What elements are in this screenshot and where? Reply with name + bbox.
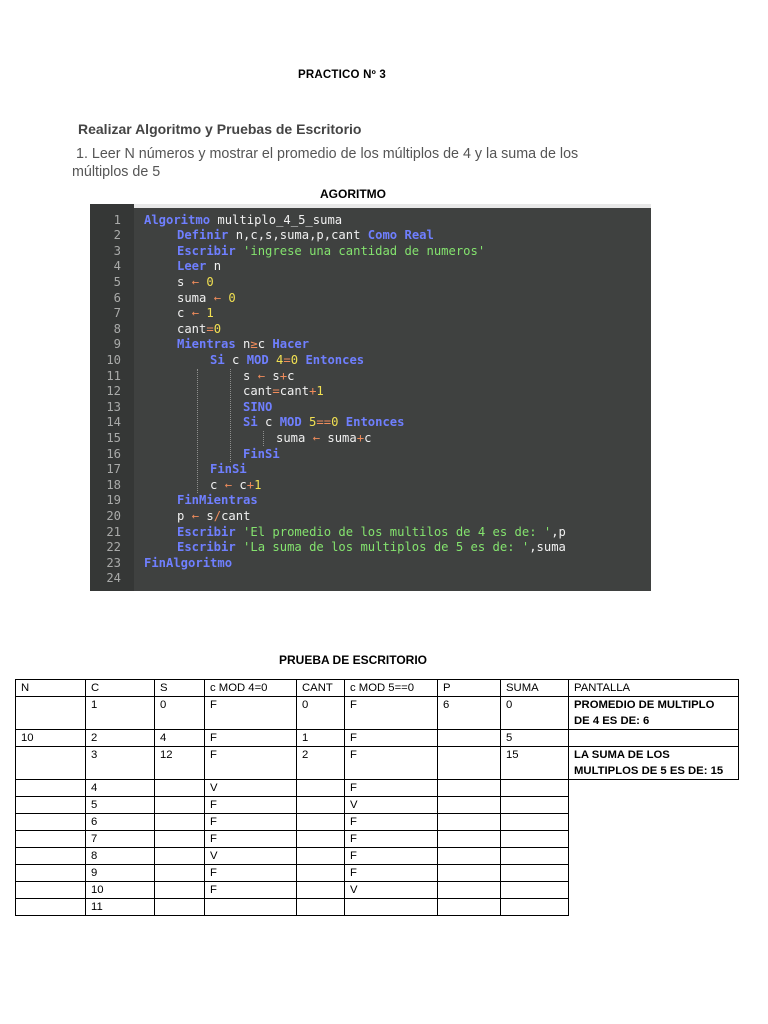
- table-row: [16, 747, 739, 780]
- table-cell: V: [345, 797, 438, 814]
- desk-test-table: [15, 679, 739, 916]
- code-token: c: [257, 337, 273, 352]
- code-text: [177, 259, 221, 275]
- line-number: 10: [106, 352, 121, 367]
- table-cell: 1: [86, 697, 155, 730]
- table-cell: F: [205, 697, 297, 730]
- table-cell: [297, 848, 345, 865]
- table-cell: 2: [86, 730, 155, 747]
- code-token: 0: [213, 321, 222, 336]
- table-cell: [16, 899, 86, 916]
- code-line: [90, 447, 651, 463]
- code-text: [177, 337, 309, 353]
- code-token: c: [257, 415, 280, 430]
- table-cell: [569, 730, 739, 747]
- code-text: [177, 525, 566, 541]
- code-token: ==: [316, 415, 332, 430]
- code-text: [243, 384, 324, 400]
- table-cell: [297, 780, 345, 797]
- table-cell: [438, 865, 501, 882]
- code-editor-screenshot: [90, 204, 651, 591]
- code-line: [90, 369, 651, 385]
- table-cell: 12: [155, 747, 205, 780]
- code-token: cant: [221, 508, 251, 523]
- empty-cell: [569, 831, 739, 848]
- code-token: 4: [268, 352, 284, 367]
- table-cell: [438, 730, 501, 747]
- indent-guide: [197, 369, 198, 494]
- code-line: [90, 415, 651, 431]
- code-text: [243, 369, 294, 385]
- code-token: 'La suma de los multiplos de 5 es de: ': [235, 540, 530, 555]
- table-cell: F: [345, 831, 438, 848]
- code-text: [177, 322, 221, 338]
- code-token: Definir: [177, 228, 229, 243]
- table-cell: [438, 882, 501, 899]
- table-cell: [16, 697, 86, 730]
- table-cell: F: [345, 814, 438, 831]
- table-cell: 2: [297, 747, 345, 780]
- code-token: Si: [243, 415, 258, 430]
- code-token: ,suma: [529, 540, 566, 555]
- code-text: [177, 493, 258, 509]
- code-text: [210, 478, 261, 494]
- empty-cell: [569, 899, 739, 916]
- code-token: multiplo_4_5_suma: [210, 212, 343, 227]
- page-title: PRACTICO Nº 3: [298, 69, 386, 81]
- algorithm-heading: AGORITMO: [320, 187, 386, 201]
- empty-cell: [569, 882, 739, 899]
- indent-guide: [263, 431, 264, 447]
- code-text: [144, 556, 232, 572]
- table-cell: [297, 882, 345, 899]
- table-cell: [438, 899, 501, 916]
- table-cell: [501, 814, 569, 831]
- line-number: 13: [106, 399, 121, 414]
- table-cell: V: [205, 848, 297, 865]
- header-cell: c MOD 4=0: [205, 680, 297, 697]
- table-cell: F: [205, 747, 297, 780]
- line-number: 24: [106, 571, 121, 586]
- code-token: suma: [177, 290, 214, 305]
- table-cell: 6: [86, 814, 155, 831]
- code-text: [243, 415, 404, 431]
- table-cell: F: [345, 747, 438, 780]
- header-cell: CANT: [297, 680, 345, 697]
- table-cell: [297, 865, 345, 882]
- code-token: ←: [312, 430, 321, 445]
- code-token: cant: [243, 384, 273, 399]
- code-line: [90, 400, 651, 416]
- statement-line-2: múltiplos de 5: [72, 164, 161, 180]
- table-cell: [155, 814, 205, 831]
- table-cell: F: [345, 697, 438, 730]
- line-number: 1: [113, 212, 121, 227]
- code-token: 0: [199, 274, 214, 289]
- table-cell: [501, 848, 569, 865]
- code-token: 1: [316, 384, 324, 399]
- code-token: s: [243, 368, 258, 383]
- code-token: c: [232, 477, 247, 492]
- code-token: cant: [177, 321, 207, 336]
- table-cell: 11: [86, 899, 155, 916]
- code-line: [90, 556, 651, 572]
- code-line: [90, 478, 651, 494]
- table-cell: [501, 899, 569, 916]
- code-line: [90, 213, 651, 229]
- line-number: 14: [106, 415, 121, 430]
- code-text: [177, 291, 236, 307]
- statement-line-1: 1. Leer N números y mostrar el promedio de los múltiplos de 4 y la suma de los: [76, 146, 579, 162]
- code-token: FinMientras: [177, 493, 258, 508]
- table-cell: 5: [86, 797, 155, 814]
- table-cell: [205, 899, 297, 916]
- code-token: ←: [191, 306, 200, 321]
- code-token: n: [235, 337, 251, 352]
- table-cell: [438, 780, 501, 797]
- table-row: [16, 780, 739, 797]
- line-number: 17: [106, 462, 121, 477]
- table-cell: [297, 899, 345, 916]
- table-cell: [16, 780, 86, 797]
- code-token: ←: [191, 274, 200, 289]
- code-text: [276, 431, 371, 447]
- table-cell: [16, 831, 86, 848]
- header-cell: S: [155, 680, 205, 697]
- line-number: 3: [113, 243, 121, 258]
- table-cell: [155, 831, 205, 848]
- table-cell: 10: [86, 882, 155, 899]
- table-cell: [438, 814, 501, 831]
- table-cell: [438, 831, 501, 848]
- table-cell: F: [205, 730, 297, 747]
- code-text: [210, 353, 364, 369]
- table-cell: [501, 780, 569, 797]
- table-cell: 4: [86, 780, 155, 797]
- code-token: Hacer: [272, 337, 310, 352]
- header-cell: P: [438, 680, 501, 697]
- table-cell: F: [345, 780, 438, 797]
- subtitle: Realizar Algoritmo y Pruebas de Escritorio: [78, 121, 362, 137]
- code-token: p: [177, 508, 192, 523]
- table-cell: 5: [501, 730, 569, 747]
- code-token: Escribir: [177, 524, 236, 539]
- code-token: Entonces: [305, 352, 365, 367]
- table-cell: [438, 848, 501, 865]
- code-line: [90, 306, 651, 322]
- table-row: [16, 865, 739, 882]
- code-line: [90, 322, 651, 338]
- table-cell: 1: [297, 730, 345, 747]
- table-cell: [438, 797, 501, 814]
- code-token: c: [177, 306, 192, 321]
- code-token: 'El promedio de los multilos de 4 es de: ': [235, 524, 552, 539]
- code-token: FinAlgoritmo: [144, 555, 233, 570]
- code-line: [90, 431, 651, 447]
- line-number: 8: [113, 321, 121, 336]
- table-cell: V: [205, 780, 297, 797]
- empty-cell: [569, 814, 739, 831]
- code-token: 0: [290, 352, 306, 367]
- table-cell: 0: [297, 697, 345, 730]
- table-cell: F: [205, 882, 297, 899]
- editor-top-bar: [90, 204, 651, 208]
- table-cell: LA SUMA DE LOS MULTIPLOS DE 5 ES DE: 15: [569, 747, 739, 780]
- line-number: 18: [106, 477, 121, 492]
- code-token: =: [206, 321, 214, 336]
- code-token: c: [287, 368, 295, 383]
- table-cell: F: [345, 730, 438, 747]
- code-token: c: [224, 352, 247, 367]
- indent-guide: [230, 369, 231, 463]
- line-number: 5: [113, 274, 121, 289]
- line-number: 16: [106, 446, 121, 461]
- code-token: Leer: [177, 259, 207, 274]
- code-token: n: [206, 259, 222, 274]
- code-token: FinSi: [210, 462, 247, 477]
- line-number: 15: [106, 430, 121, 445]
- code-token: s: [199, 508, 214, 523]
- code-text: [210, 462, 247, 478]
- code-token: n,c,s,suma,p,cant: [228, 228, 368, 243]
- code-token: MOD: [246, 352, 269, 367]
- line-number: 21: [106, 524, 121, 539]
- table-cell: [155, 899, 205, 916]
- table-cell: [297, 814, 345, 831]
- table-cell: 7: [86, 831, 155, 848]
- table-row: [16, 797, 739, 814]
- table-row: [16, 882, 739, 899]
- code-line: [90, 353, 651, 369]
- table-cell: F: [205, 865, 297, 882]
- code-token: ←: [213, 290, 222, 305]
- table-row: [16, 730, 739, 747]
- code-line: [90, 275, 651, 291]
- code-text: [177, 228, 434, 244]
- code-token: c: [210, 477, 225, 492]
- table-cell: [155, 848, 205, 865]
- empty-cell: [569, 797, 739, 814]
- table-cell: F: [205, 814, 297, 831]
- code-token: suma: [276, 430, 313, 445]
- table-cell: 4: [155, 730, 205, 747]
- code-token: /: [213, 508, 222, 523]
- code-text: [177, 306, 214, 322]
- header-cell: N: [16, 680, 86, 697]
- table-cell: [501, 797, 569, 814]
- code-token: MOD: [279, 415, 302, 430]
- header-cell: SUMA: [501, 680, 569, 697]
- code-text: [144, 213, 342, 229]
- table-row: [16, 697, 739, 730]
- table-cell: [438, 747, 501, 780]
- code-line: [90, 509, 651, 525]
- code-token: Escribir: [177, 243, 236, 258]
- code-text: [243, 400, 272, 416]
- code-token: 0: [331, 415, 346, 430]
- table-cell: [16, 747, 86, 780]
- code-token: 1: [199, 306, 214, 321]
- code-line: [90, 291, 651, 307]
- code-text: [177, 244, 485, 260]
- code-token: =: [283, 352, 291, 367]
- table-cell: 9: [86, 865, 155, 882]
- code-line: [90, 540, 651, 556]
- code-token: ≥: [250, 337, 258, 352]
- table-cell: 0: [501, 697, 569, 730]
- code-token: +: [356, 430, 365, 445]
- table-cell: [155, 780, 205, 797]
- line-number: 9: [113, 337, 121, 352]
- table-cell: F: [345, 865, 438, 882]
- table-header-row: [16, 680, 739, 697]
- code-line: [90, 244, 651, 260]
- table-cell: 3: [86, 747, 155, 780]
- table-row: [16, 814, 739, 831]
- code-token: s: [265, 368, 280, 383]
- code-line: [90, 493, 651, 509]
- table-cell: [501, 865, 569, 882]
- code-token: cant: [279, 384, 310, 399]
- code-line: [90, 525, 651, 541]
- code-token: =: [272, 384, 280, 399]
- code-line: [90, 259, 651, 275]
- empty-cell: [569, 848, 739, 865]
- table-cell: [297, 831, 345, 848]
- line-number: 12: [106, 384, 121, 399]
- desk-test-heading: PRUEBA DE ESCRITORIO: [279, 653, 428, 667]
- table-cell: [16, 882, 86, 899]
- table-cell: 15: [501, 747, 569, 780]
- table-row: [16, 831, 739, 848]
- table-cell: [155, 882, 205, 899]
- code-token: +: [279, 368, 288, 383]
- table-cell: [16, 814, 86, 831]
- line-number: 7: [113, 306, 121, 321]
- header-cell: C: [86, 680, 155, 697]
- table-cell: 0: [155, 697, 205, 730]
- table-cell: 6: [438, 697, 501, 730]
- header-cell: PANTALLA: [569, 680, 739, 697]
- code-token: Entonces: [345, 415, 405, 430]
- table-cell: V: [345, 882, 438, 899]
- line-number: 6: [113, 290, 121, 305]
- code-token: ←: [191, 508, 200, 523]
- code-text: [177, 275, 214, 291]
- code-line: [90, 384, 651, 400]
- code-token: FinSi: [243, 446, 280, 461]
- code-token: SINO: [243, 399, 273, 414]
- line-number: 2: [113, 228, 121, 243]
- code-line: [90, 337, 651, 353]
- code-text: [243, 447, 280, 463]
- code-token: 'ingrese una cantidad de numeros': [235, 243, 486, 258]
- table-cell: [345, 899, 438, 916]
- code-token: ←: [224, 477, 233, 492]
- table-cell: [297, 797, 345, 814]
- table-cell: 10: [16, 730, 86, 747]
- code-token: s: [177, 274, 192, 289]
- code-line: [90, 462, 651, 478]
- table-cell: 8: [86, 848, 155, 865]
- code-token: 0: [221, 290, 236, 305]
- table-cell: [155, 797, 205, 814]
- code-token: c: [364, 430, 372, 445]
- problem-statement: [72, 145, 672, 181]
- table-cell: [16, 797, 86, 814]
- line-number: 19: [106, 493, 121, 508]
- table-cell: F: [205, 831, 297, 848]
- table-row: [16, 848, 739, 865]
- code-token: Mientras: [177, 337, 236, 352]
- table-cell: PROMEDIO DE MULTIPLO DE 4 ES DE: 6: [569, 697, 739, 730]
- code-token: Como Real: [367, 228, 434, 243]
- line-number: 23: [106, 555, 121, 570]
- empty-cell: [569, 780, 739, 797]
- code-token: ←: [257, 368, 266, 383]
- code-text: [177, 509, 250, 525]
- code-token: +: [246, 477, 255, 492]
- table-cell: [501, 882, 569, 899]
- table-cell: F: [205, 797, 297, 814]
- code-line: [90, 571, 651, 587]
- line-number: 11: [106, 368, 121, 383]
- code-token: +: [309, 384, 317, 399]
- code-token: 5: [301, 415, 317, 430]
- code-line: [90, 228, 651, 244]
- line-number: 22: [106, 540, 121, 555]
- table-cell: [16, 865, 86, 882]
- code-token: Algoritmo: [144, 212, 211, 227]
- code-token: 1: [254, 477, 262, 492]
- table-cell: [155, 865, 205, 882]
- empty-cell: [569, 865, 739, 882]
- code-text: [177, 540, 566, 556]
- header-cell: c MOD 5==0: [345, 680, 438, 697]
- code-token: Escribir: [177, 540, 236, 555]
- code-token: ,p: [551, 524, 566, 539]
- code-token: Si: [210, 352, 225, 367]
- table-row: [16, 899, 739, 916]
- table-cell: F: [345, 848, 438, 865]
- code-token: suma: [320, 430, 357, 445]
- line-number: 20: [106, 508, 121, 523]
- line-number: 4: [113, 259, 121, 274]
- table-cell: [501, 831, 569, 848]
- table-cell: [16, 848, 86, 865]
